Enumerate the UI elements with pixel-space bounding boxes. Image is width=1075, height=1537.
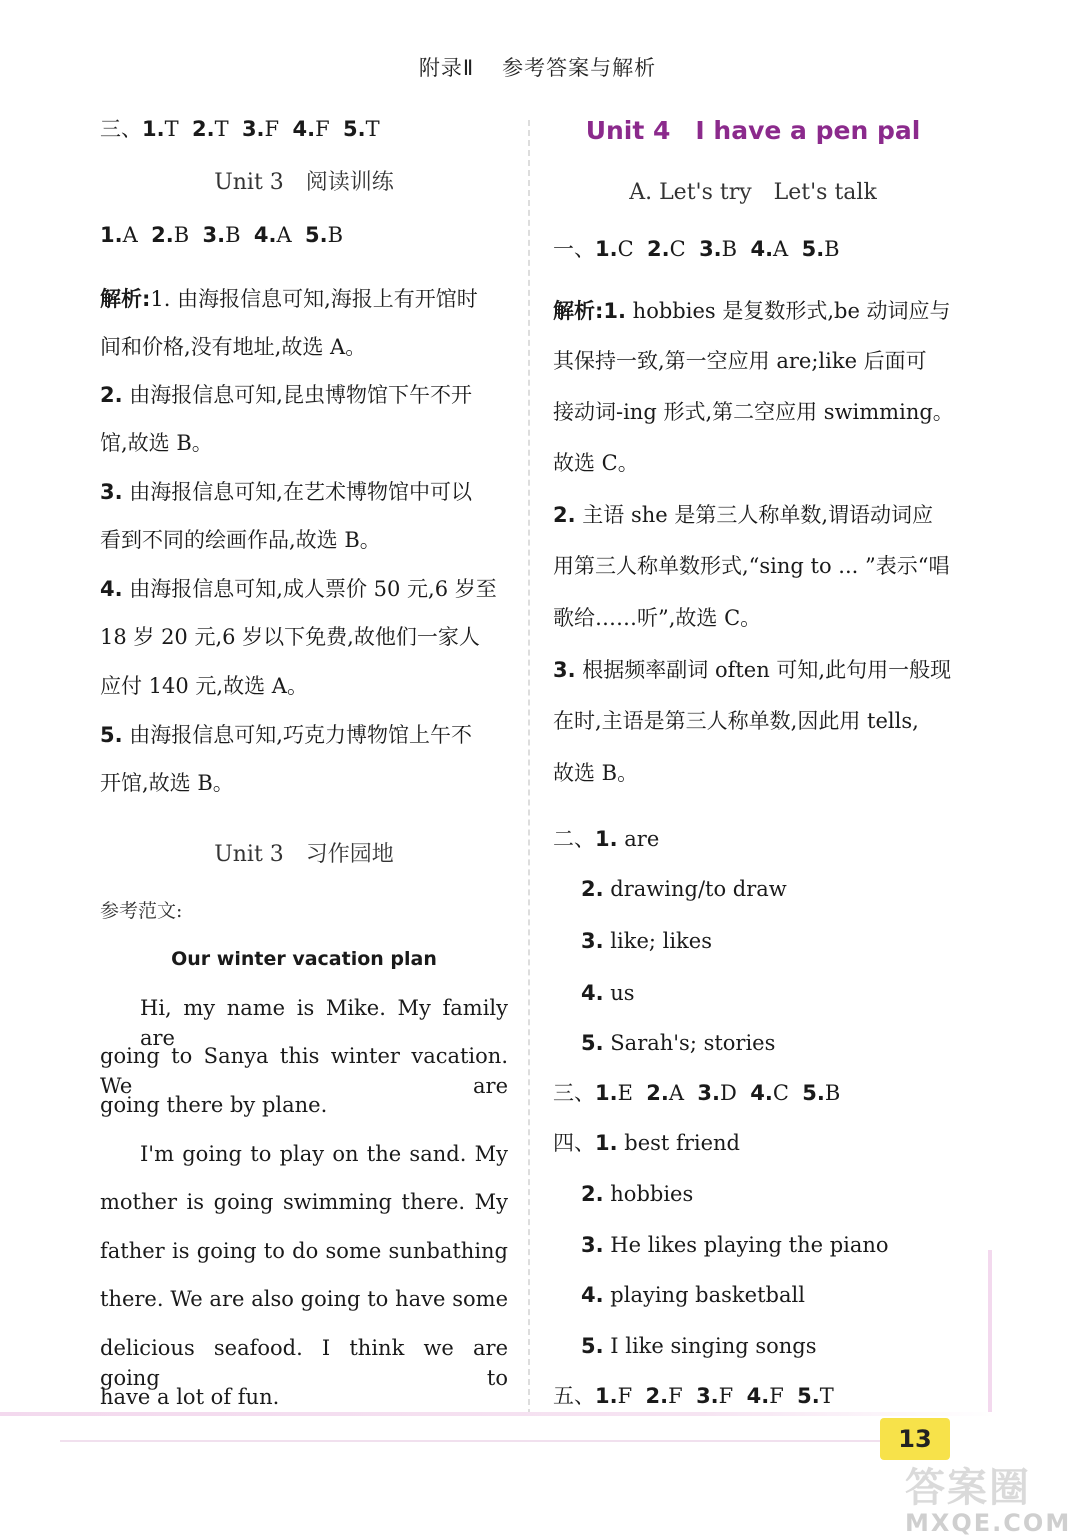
- watermark-url: MXQE.COM: [905, 1509, 1072, 1537]
- essay-title: Our winter vacation plan: [171, 948, 437, 970]
- part1-answers: 一、1.C 2.C 3.B 4.A 5.B: [553, 237, 840, 261]
- part2-item: 3. like; likes: [581, 929, 712, 953]
- analysis-line: 接动词-ing 形式,第二空应用 swimming。: [553, 400, 954, 424]
- essay-line: father is going to do some sunbathing: [100, 1239, 508, 1263]
- part2-item: 二、1. are: [553, 827, 660, 851]
- essay-line: there. We are also going to have some: [100, 1287, 508, 1311]
- analysis-line: 18 岁 20 元,6 岁以下免费,故他们一家人: [100, 625, 480, 649]
- reading-title: Unit 3 阅读训练: [214, 170, 394, 195]
- page-number: 13: [880, 1418, 950, 1460]
- analysis-line: 间和价格,没有地址,故选 A。: [100, 335, 367, 359]
- analysis-line: 馆,故选 B。: [100, 431, 213, 455]
- footer-rule: [60, 1440, 880, 1442]
- analysis-line: 用第三人称单数形式,“sing to ... ”表示“唱: [553, 554, 950, 578]
- footer-band: [0, 1412, 1000, 1416]
- part4-item: 2. hobbies: [581, 1182, 694, 1206]
- analysis-line: 故选 C。: [553, 451, 639, 475]
- part2-item: 2. drawing/to draw: [581, 877, 787, 901]
- essay-line: mother is going swimming there. My: [100, 1190, 508, 1214]
- analysis-line: 3. 根据频率副词 often 可知,此句用一般现: [553, 658, 952, 682]
- analysis-line: 其保持一致,第一空应用 are;like 后面可: [553, 349, 927, 373]
- reading-answers: 1.A 2.B 3.B 4.A 5.B: [100, 223, 344, 247]
- analysis-line: 解析:1. hobbies 是复数形式,be 动词应与: [553, 299, 951, 323]
- watermark-logo: 答案圈: [905, 1465, 1031, 1511]
- part2-item: 5. Sarah's; stories: [581, 1031, 776, 1055]
- analysis-line: 2. 主语 she 是第三人称单数,谓语动词应: [553, 503, 934, 527]
- analysis-line: 4. 由海报信息可知,成人票价 50 元,6 岁至: [100, 577, 497, 601]
- essay-line: going to Sanya this winter vacation. We are: [100, 1044, 508, 1098]
- page-header: [0, 52, 1075, 82]
- part4-item: 5. I like singing songs: [581, 1334, 817, 1358]
- essay-line: I'm going to play on the sand. My: [140, 1142, 508, 1166]
- analysis-line: 在时,主语是第三人称单数,因此用 tells,: [553, 709, 919, 733]
- section-title: A. Let's try Let's talk: [629, 180, 877, 205]
- header-appendix: 附录Ⅱ: [418, 56, 475, 80]
- analysis-line: 应付 140 元,故选 A。: [100, 674, 308, 698]
- left-sec3-answers: 三、1.T 2.T 3.F 4.F 5.T: [100, 117, 380, 141]
- part2-item: 4. us: [581, 981, 635, 1005]
- writing-title: Unit 3 习作园地: [214, 842, 394, 867]
- part3-answers: 三、1.E 2.A 3.D 4.C 5.B: [553, 1081, 841, 1105]
- analysis-line: 5. 由海报信息可知,巧克力博物馆上午不: [100, 723, 472, 747]
- analysis-line: 故选 B。: [553, 761, 639, 785]
- analysis-line: 2. 由海报信息可知,昆虫博物馆下午不开: [100, 383, 472, 407]
- analysis-line: 开馆,故选 B。: [100, 771, 234, 795]
- analysis-line: 3. 由海报信息可知,在艺术博物馆中可以: [100, 480, 472, 504]
- essay-line: going there by plane.: [100, 1093, 328, 1117]
- essay-line: delicious seafood. I think we are going to: [100, 1336, 508, 1390]
- essay-line: Hi, my name is Mike. My family are: [140, 996, 508, 1050]
- part4-item: 四、1. best friend: [553, 1131, 740, 1155]
- unit4-title: Unit 4 I have a pen pal: [585, 116, 921, 145]
- part4-item: 4. playing basketball: [581, 1283, 805, 1307]
- essay-line: have a lot of fun.: [100, 1385, 280, 1409]
- analysis-line: 看到不同的绘画作品,故选 B。: [100, 528, 381, 552]
- sample-label: 参考范文:: [100, 900, 183, 922]
- column-divider: [528, 120, 530, 1415]
- analysis-line: 歌给……听”,故选 C。: [553, 606, 762, 630]
- analysis-line: 解析:1. 由海报信息可知,海报上有开馆时: [100, 287, 478, 311]
- part5-answers: 五、1.F 2.F 3.F 4.F 5.T: [553, 1384, 834, 1408]
- decorative-strip: [988, 1250, 992, 1415]
- header-title: 参考答案与解析: [502, 56, 657, 80]
- watermark: [905, 1456, 1072, 1537]
- part4-item: 3. He likes playing the piano: [581, 1233, 889, 1257]
